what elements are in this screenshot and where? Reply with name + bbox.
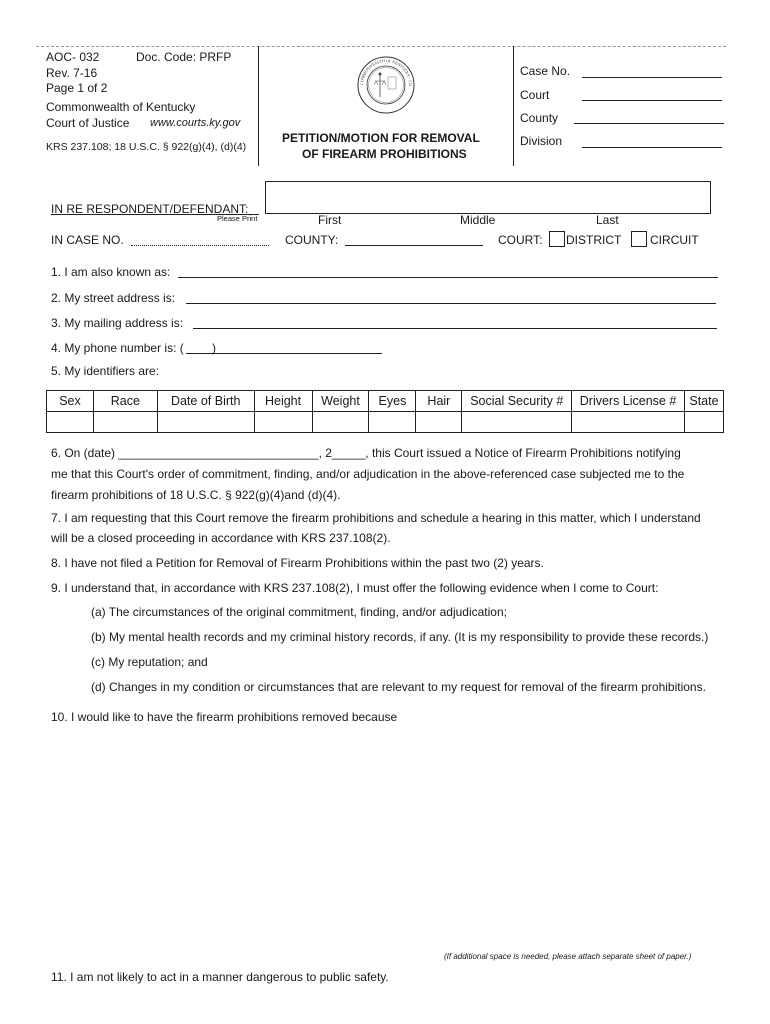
additional-space-note: (If additional space is needed, please attach separate sheet of paper.) (444, 952, 692, 961)
hair-cell[interactable] (416, 412, 462, 433)
dob-cell[interactable] (157, 412, 254, 433)
paragraph-8: 8. I have not filed a Petition for Removal of Firearm Prohibitions within the past two (2) years. (51, 556, 544, 570)
court-type-label: COURT: (498, 233, 543, 247)
paragraph-10: 10. I would like to have the firearm prohibitions removed because (51, 710, 398, 724)
identifiers-header-row (47, 391, 724, 412)
paragraph-6b: me that this Court's order of commitment, finding, and/or adjudication in the above-referenced case subjected me to the (51, 467, 685, 481)
form-title-line1: PETITION/MOTION FOR REMOVAL (282, 131, 480, 145)
district-label: DISTRICT (566, 233, 622, 247)
header-height: Height (254, 391, 312, 412)
paragraph-9c: (c) My reputation; and (91, 655, 208, 669)
case-no-label: Case No. (520, 64, 571, 78)
phone-label: 4. My phone number is: ( (51, 341, 184, 355)
circuit-label: CIRCUIT (650, 233, 699, 247)
header-hair: Hair (416, 391, 462, 412)
header-dob: Date of Birth (157, 391, 254, 412)
header-divider-right (513, 46, 514, 166)
reason-free-text-area[interactable] (51, 730, 721, 942)
court-field[interactable] (582, 100, 722, 101)
paragraph-7b: will be a closed proceeding in accordance with KRS 237.108(2). (51, 531, 391, 545)
ssn-cell[interactable] (462, 412, 572, 433)
middle-name-label: Middle (460, 213, 496, 227)
state-cell[interactable] (684, 412, 723, 433)
weight-cell[interactable] (312, 412, 369, 433)
page-number: Page 1 of 2 (46, 81, 108, 95)
revision: Rev. 7-16 (46, 66, 98, 80)
in-case-no-label: IN CASE NO. (51, 233, 124, 247)
identifiers-entry-row (47, 412, 724, 433)
street-label: 2. My street address is: (51, 291, 176, 305)
last-name-label: Last (596, 213, 619, 227)
header-race: Race (93, 391, 157, 412)
top-border (36, 46, 726, 47)
header-ssn: Social Security # (462, 391, 572, 412)
paragraph-9d: (d) Changes in my condition or circumstances that are relevant to my request for removal of the firearm prohibitions. (91, 680, 706, 694)
in-case-no-field[interactable] (131, 245, 269, 246)
race-cell[interactable] (93, 412, 157, 433)
phone-close-paren: ) (212, 341, 216, 355)
first-name-label: First (318, 213, 342, 227)
header-divider-left (258, 46, 259, 166)
kentucky-seal-icon (356, 55, 416, 115)
aka-field[interactable] (178, 277, 718, 278)
division-label: Division (520, 134, 563, 148)
drivers-license-cell[interactable] (572, 412, 685, 433)
sex-cell[interactable] (47, 412, 94, 433)
case-no-field[interactable] (582, 77, 722, 78)
phone-field[interactable] (186, 353, 382, 354)
statute: KRS 237.108; 18 U.S.C. § 922(g)(4), (d)(4) (46, 141, 247, 153)
header-weight: Weight (312, 391, 369, 412)
court-of-justice: Court of Justice (46, 116, 130, 130)
county-line-field[interactable] (345, 245, 483, 246)
website: www.courts.ky.gov (150, 117, 241, 129)
header-sex: Sex (47, 391, 94, 412)
identifiers-label: 5. My identifiers are: (51, 364, 160, 378)
paragraph-7a: 7. I am requesting that this Court remove the firearm prohibitions and schedule a hearing in this matter, which I understand (51, 511, 701, 525)
paragraph-11: 11. I am not likely to act in a manner dangerous to public safety. (51, 970, 389, 984)
paragraph-9a: (a) The circumstances of the original commitment, finding, and/or adjudication; (91, 605, 507, 619)
eyes-cell[interactable] (369, 412, 416, 433)
circuit-checkbox[interactable] (631, 231, 647, 247)
paragraph-6c: firearm prohibitions of 18 U.S.C. § 922(g)(4)and (d)(4). (51, 488, 341, 502)
header-eyes: Eyes (369, 391, 416, 412)
county-label: County (520, 111, 559, 125)
district-checkbox[interactable] (549, 231, 565, 247)
mailing-field[interactable] (193, 328, 717, 329)
respondent-name-box[interactable] (265, 181, 711, 214)
paragraph-9: 9. I understand that, in accordance with KRS 237.108(2), I must offer the following evidence when I come to Court: (51, 581, 659, 595)
street-field[interactable] (186, 303, 716, 304)
commonwealth: Commonwealth of Kentucky (46, 100, 196, 114)
aka-label: 1. I am also known as: (51, 265, 171, 279)
respondent-label: IN RE RESPONDENT/DEFENDANT: (51, 202, 249, 216)
please-print: Please Print (217, 214, 258, 223)
doc-code: Doc. Code: PRFP (136, 50, 232, 64)
county-field[interactable] (574, 123, 724, 124)
mailing-label: 3. My mailing address is: (51, 316, 184, 330)
court-label: Court (520, 88, 550, 102)
county-line-label: COUNTY: (285, 233, 339, 247)
header-drivers-license: Drivers License # (572, 391, 685, 412)
aoc-number: AOC- 032 (46, 50, 100, 64)
paragraph-9b: (b) My mental health records and my criminal history records, if any. (It is my responsibility to provide these records.) (91, 630, 709, 644)
paragraph-6a: 6. On (date) ______________________________, 2_____, this Court issued a Notice of Firearm Prohibitions notifying (51, 446, 681, 460)
seal-text: COMMONWEALTH OF KENTUCKY · CO (358, 57, 414, 87)
header-state: State (684, 391, 723, 412)
form-title-line2: OF FIREARM PROHIBITIONS (302, 147, 467, 161)
height-cell[interactable] (254, 412, 312, 433)
identifiers-table (46, 390, 724, 433)
division-field[interactable] (582, 147, 722, 148)
